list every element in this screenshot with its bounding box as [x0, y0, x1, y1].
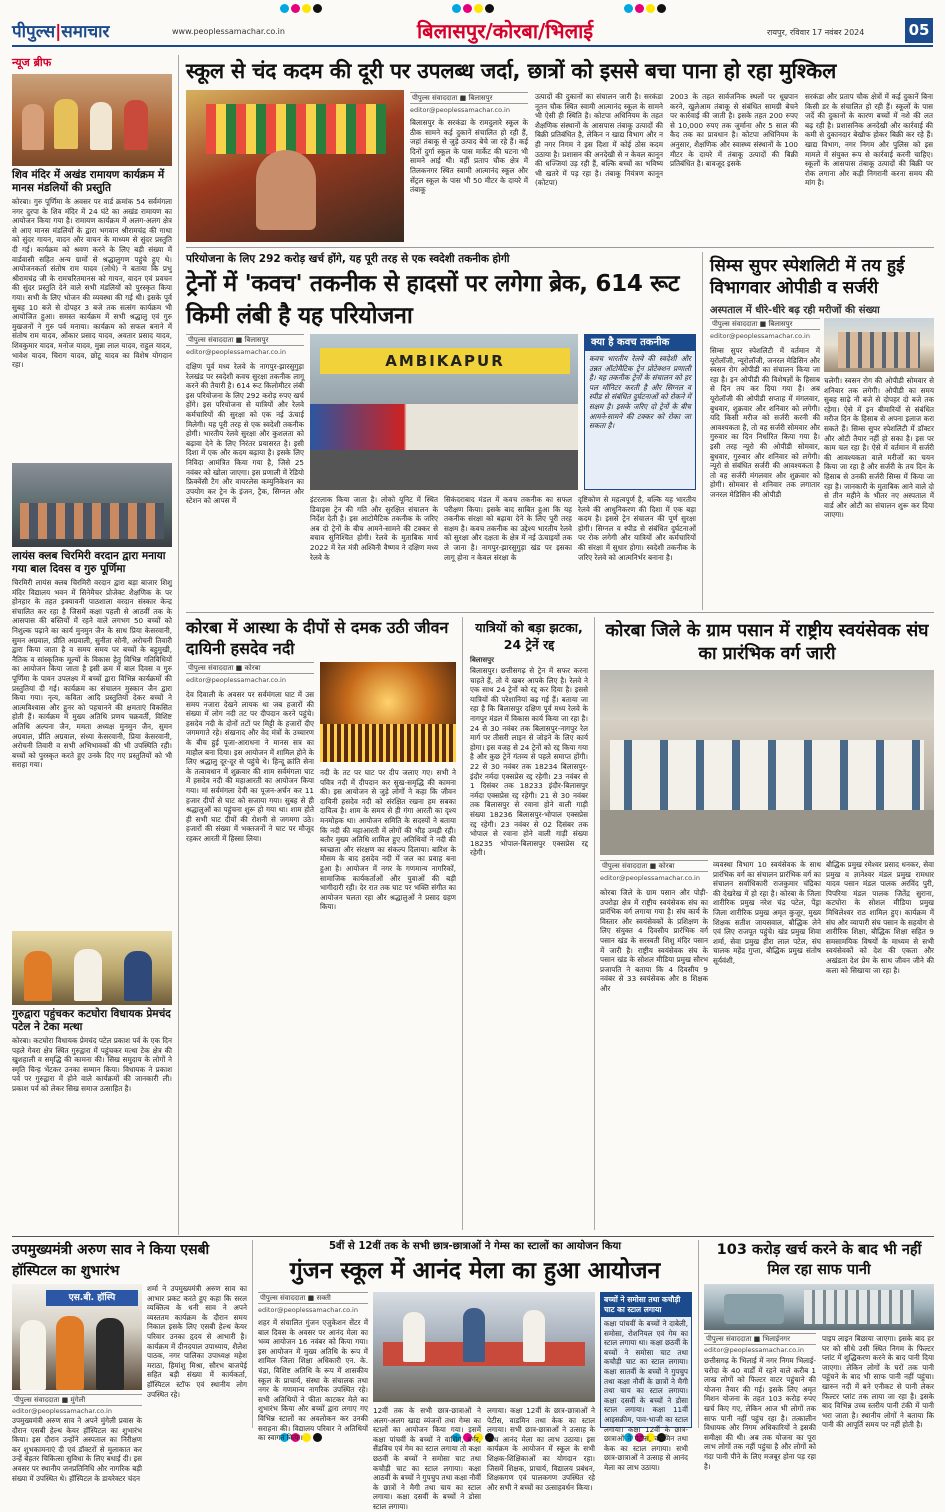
story-1-col-4: सरकंडा और प्रताप चौक क्षेत्रों में कई दुकानें बिना किसी डर के संचालित हो रही हैं। स्कूलों के पास जर्दे की दुकानों के कारण बच्चों में नशे की लत बढ़ रही है। प्रशासनिक अनदेखी और कार्रवाई की कमी से दुकानदार बेखौफ होकर बिक्री कर रहे हैं। खाद्य विभाग, नगर निगम और पुलिस को इस मामले में संयुक्त रूप से कार्रवाई करनी चाहिए। स्कूलों के आसपास तंबाकू उत्पादों की बिक्री पर रोक लगाना और कड़ी निगरानी करना समय की मांग है।	[805, 92, 933, 188]
story-9-byline: पीपुल्स संवाददाता ■ भिलाईनगर	[704, 1333, 816, 1345]
story-3-email: editor@peoplessamachar.co.in	[710, 332, 810, 340]
story-8-col-1: शहर में संचालित गुंजन एजुकेशन सेंटर में बाल दिवस के अवसर पर आनंद मेला का भव्य आयोजन 16 नवंबर को किया गया। इस आयोजन में मुख्य अतिथि के रूप में शामिल जिला शिक्षा अधिकारी एन. के. चंद्रा, विशिष्ट अतिथि के रूप में शासकीय स्कूल के प्राचार्य, संस्था के संचालक तथा नगर के गणमान्य नागरिक उपस्थित रहे। सभी अतिथियों ने फीता काटकर मेले का शुभारंभ किया और बच्चों द्वारा लगाए गए विभिन्न स्टालों का अवलोकन कर उनकी सराहना की। विद्यालय परिवार ने अतिथियों का स्वागत किया।	[258, 1318, 368, 1443]
registration-marks	[624, 4, 666, 13]
registration-marks	[280, 4, 322, 13]
story-2-email: editor@peoplessamachar.co.in	[186, 348, 286, 356]
story-1-email: editor@peoplessamachar.co.in	[410, 106, 510, 114]
story-8-email: editor@peoplessamachar.co.in	[258, 1306, 358, 1314]
story-6-col-2: व्यवस्था विभाग 10 स्वयंसेवक के साथ प्रारंभिक वर्ग का संचालन प्रारंभिक वर्ग का संचालन सर्वाधिकारी राजकुमार चंद्रिका की देखरेख में हो रहा है। कोरबा के जिला शारीरिक प्रमुख नरेश चंद्र पटेल, पेंड्रा जिला शारीरिक प्रमुख अमृत कुजूर, मुख्य शिक्षक सतीश जायसवाल, बौद्धिक लेने एवं लिए राजपूत पहुंचे। खंड प्रमुख शिवा शर्मा, सेवा प्रमुख हीरा लाल पटेल, संघ चालक महेंद्र गुप्ता, बौद्धिक प्रमुख संतोष सूर्यवंशी,	[713, 860, 821, 965]
story-3-col-2: चलेगी। स्वसन रोग की ओपीडी सोमवार से शनिवार तक लगेगी। ओपीडी का समय सुबह साढ़े नौ बजे से दोपहर दो बजे तक रहेगा। ऐसे में इन बीमारियों से संबंधित मरीज दिन के हिसाब से अपना इलाज करा सकते हैं। सिम्स सुपर स्पेशलिटी में डॉक्टर और ओटी तैयार नहीं हो सका है। इस पर काम चल रहा है। ऐसे में वर्तमान में सर्जरी की आवश्यकता वाले मरीजों का चयन किया जा रहा है और सर्जरी के तय दिन के हिसाब से उनकी सर्जरी सिम्स में किया जा रहा है। जानकारी के मुताबिक आने वाले दो से तीन महीने के भीतर नए अस्पताल में वार्ड और ओटी का संचालन शुरू कर दिया जाएगा।	[824, 376, 934, 520]
news-brief-label: न्यूज ब्रीफ	[12, 56, 52, 69]
tobacco-shop-photo	[186, 90, 404, 242]
rss-camp-photo	[600, 670, 934, 855]
story-3-byline: पीपुल्स संवाददाता ■ बिलासपुर	[710, 318, 820, 330]
brief-2-body: चिरमिरी लायंस क्लब चिरमिरी वरदान द्वारा बड़ा बाजार शिशु मंदिर विद्यालय भवन में सिनेमैचर प्रोजेक्ट शैक्षणिक के पर होनहार के तहत इक्यावनी पाठशाला वरदान संस्कार केन्द्र संचालित कर रहा है जिसमें कक्षा पहली से आठवीं तक के आसपास की बस्तियों में रहने वाले लगभग 50 बच्चों को निशुल्क पढ़ाने का कार्य मुनमुन जैन के साथ प्रिया केसरवानी, सुमन अग्रवाल, प्रीति अग्रवाली, सुनीता सोनी, अरोचनी तिवारी द्वारा किया जाता है व समय समय पर बच्चों के बहुमुखी, नैतिक व सांस्कृतिक मूल्यों के विकास हेतु विभिन्न गतिविधियों का आयोजन किया जाता है इसी क्रम में बाल दिवस व गुरु पूर्णिमा के पावन उपलक्ष्य में बच्चों द्वारा विभिन्न कार्यक्रमों की प्रस्तुतियां दी गई। कार्यक्रम का संचालन मुस्कान जैन द्वारा किया गया। नृत्य, कविता आदि प्रस्तुतियों देकर बच्चों ने आत्मविश्वास और हुनर को पहचानने की क्षमताएं विकसित होती हैं। कार्यक्रम में मुख्य अतिथि प्रणय चक्रवर्ती, विशिष्ट अतिथि अल्पना जैन, ममता अध्यक्ष मुनमुन जैन, सुमन अग्रवाल, प्रीति अग्रवाल, संध्या केसरवानी, प्रिया केसरवानी, अरोचनी तिवारी व सभी अभिभावकों की भी उपस्थिति रही। बच्चों को पुरस्कृत करते हुए उनके दिए गए प्रस्तुतियों को भी सराहा गया।	[12, 578, 172, 770]
story-9-byline-block	[704, 1333, 816, 1354]
story-7-headline: उपमुख्यमंत्री अरुण साव ने किया एसबी हॉस्पिटल का शुभारंभ	[12, 1242, 210, 1279]
kavach-box-text: कवच भारतीय रेलवे की स्वदेशी और उन्नत ऑटोमैटिक ट्रेन प्रोटेक्शन प्रणाली है। यह तकनीक ट्रेनों के संचालन को हर पल मॉनिटर करती है और सिग्नल व स्पीड से संबंधित दुर्घटनाओं को रोकने में सक्षम है। इसके जरिए दो ट्रेनों के बीच आमने-सामने की टक्कर को रोका जा सकता है।	[589, 354, 691, 431]
story-2-kicker: परियोजना के लिए 292 करोड़ खर्च होंगे, यह पूरी तरह से एक स्वदेशी तकनीक होगी	[186, 253, 510, 265]
story-8-col-3: लगाया। कक्षा 12वीं के छात्र-छात्राओं ने पेटीस, वाडमिन तथा केक का स्टाल लगाया। सभी छात्र-छात्राओं ने उत्साह के साथ आनंद मेला का लाभ उठाया। इस कार्यक्रम के आयोजन में स्कूल के सभी शिक्षक-शिक्षिकाओं का योगदान रहा। जिसमें शिक्षक, प्राचार्य, विद्यालय प्रबंधन, शिक्षकगण एवं पालकगण उपस्थित रहे और सभी ने बच्चों का उत्साहवर्धन किया।	[487, 1406, 595, 1492]
brand-logo: पीपुल्स|समाचार	[12, 22, 110, 42]
story-7-col-1: उपमुख्यमंत्री अरुण साव ने अपने मुंगेली प्रवास के दौरान एसबी हेल्थ केयर हॉस्पिटल का शुभारंभ किया। इस दौरान उन्होंने अस्पताल का निरीक्षण कर शुभकामनाएं दी एवं डॉक्टरों से मुलाकात कर उन्हें बेहतर चिकित्सा सुविधा के लिए बधाई दी। इस अवसर पर स्थानीय जनप्रतिनिधि और नागरिक बड़ी संख्या में उपस्थित थे। हॉस्पिटल के डायरेक्टर चंदन	[12, 1416, 142, 1483]
kavach-box-title: क्या है कवच तकनीक	[585, 335, 695, 351]
story-8-headline: गुंजन स्कूल में आनंद मेला का हुआ आयोजन	[289, 1258, 661, 1284]
story-1-byline-block	[410, 92, 528, 243]
story-9-email: editor@peoplessamachar.co.in	[704, 1346, 804, 1354]
railway-station-photo	[310, 334, 578, 490]
story-9-headline: 103 करोड़ खर्च करने के बाद भी नहीं मिल रहा साफ पानी	[716, 1242, 922, 1278]
story-6-email: editor@peoplessamachar.co.in	[600, 874, 700, 882]
story-1-col-2: उत्पादों की दुकानों का संचालन जारी है। सरकंडा नूतन चौक स्थित स्वामी आत्मानंद स्कूल के सामने भी ऐसी ही स्थिति है। कोटपा अधिनियम के तहत शैक्षणिक संस्थानों के आसपास तंबाकू उत्पादों की बिक्री प्रतिबंधित है, लेकिन न खाद्य विभाग और न ही नगर निगम ने इस दिशा में कोई ठोस कदम उठाया है। प्रशासन की अनदेखी से न केवल कानून की धज्जियां उड़ रही हैं, बल्कि बच्चों का भविष्य भी खतरे में पड़ रहा है। तंबाकू नियंत्रण कानून (कोटपा)	[535, 92, 663, 188]
story-2-col-1: दक्षिण पूर्व मध्य रेलवे के नागपुर-झारसुगुड़ा रेलखंड पर स्वदेशी कवच सुरक्षा तकनीक लागू करने की तैयारी है। 614 रूट किलोमीटर लंबी इस परियोजना के लिए 292 करोड़ रुपए खर्च होंगे। इस परियोजना से यात्रियों और रेलवे कर्मचारियों की सुरक्षा को एक नई ऊंचाई मिलेगी। यह पूरी तरह से एक स्वदेशी तकनीक होगी। भारतीय रेलवे सुरक्षा और कुशलता को बढ़ावा देने के लिए निरंतर प्रयासरत है। इसी दिशा में एक और कदम बढ़ाया है। इसके लिए निविदा आमंत्रित किया गया है, जिसे 25 नवंबर को खोला जाएगा। इस प्रणाली में रेडियो फ्रिक्वेंसी टैग और वायरलेस कम्युनिकेशन का उपयोग कर ट्रेन के इंजन, ट्रैक, सिग्नल और स्टेशन को आपस में	[186, 362, 304, 506]
story-4-headline: कोरबा में आस्था के दीपों से दमक उठी जीवन दायिनी हसदेव नदी	[186, 618, 449, 658]
story-3-byline-block	[710, 318, 820, 340]
story-8-byline: पीपुल्स संवाददाता ■ सक्ती	[258, 1292, 368, 1304]
hospital-inauguration-photo	[12, 1284, 142, 1390]
hasdev-diyas-photo	[320, 662, 456, 762]
story-5-body: बिलासपुर। छत्तीसगढ़ से ट्रेन में सफर करना चाहते हैं, तो ये खबर आपके लिए है। रेलवे ने एक साथ 24 ट्रेनों को रद्द कर दिया है। इससे यात्रियों की परेशानियां बढ़ गई हैं। बताया जा रहा है कि बिलासपुर दक्षिण पूर्व मध्य रेलवे के नागपुर मंडल में विकास कार्य किया जा रहा है। 24 से 30 नवंबर तक बिलासपुर-नागपुर रेल मार्ग पर तीसरी लाइन से जोड़ने के लिए कार्य होगा। इस वजह से 24 ट्रेनों को रद्द किया गया है और कुछ ट्रेनें गंतव्य से पहले समाप्त होंगी। 22 से 30 नवंबर तक 18234 बिलासपुर-इंदौर नर्मदा एक्सप्रेस रद्द रहेगी। 23 नवंबर से 1 दिसंबर तक 18233 इंदौर-बिलासपुर नर्मदा एक्सप्रेस रद्द रहेगी। 21 से 30 नवंबर तक बिलासपुर से रवाना होने वाली गाड़ी संख्या 18236 बिलासपुर-भोपाल एक्सप्रेस रद्द रहेगी। 23 नवंबर से 02 दिसंबर तक भोपाल से रवाना होने वाली गाड़ी संख्या 18235 भोपाल-बिलासपुर एक्सप्रेस रद्द रहेगी।	[470, 666, 588, 858]
anand-mela-photo	[373, 1292, 595, 1402]
story-2-byline: पीपुल्स संवाददाता ■ बिलासपुर	[186, 334, 304, 346]
brief-3-title: गुरुद्वारा पहुंचकर कटघोरा विधायक प्रेमचंद पटेल ने टेका मत्था	[12, 1008, 171, 1033]
story-5-dateline: बिलासपुर	[470, 656, 494, 664]
hospital-photo	[824, 318, 934, 372]
website: www.peoplessamachar.co.in	[172, 27, 285, 36]
brief-1-title: शिव मंदिर में अखंड रामायण कार्यक्रम में मानस मंडलियों की प्रस्तुति	[12, 169, 165, 194]
water-plant-photo	[704, 1284, 934, 1330]
station-sign: AMBIKAPUR	[320, 348, 570, 374]
page-number: 05	[905, 18, 933, 43]
lions-club-photo	[12, 463, 172, 547]
story-8-byline-block	[258, 1292, 368, 1314]
top-color-strip	[0, 1, 945, 15]
brief-3-body: कोरबा। कटघोरा विधायक प्रेमचंद पटेल प्रकाश पर्व के एक दिन पहले गेवरा क्षेत्र स्थित गुरुद्वारा में पहुंचकर मत्था टेक क्षेत्र की खुशहाली व समृद्धि की कामना की। सिख समुदाय के लोगों ने स्मृति चिन्ह भेंटकर उनका सम्मान किया। विधायक ने प्रकाश पर्व पर गुरुद्वारा में होने वाले कार्यक्रमों की जानकारी ली। प्रकाश पर्व को लेकर सिख समाज उत्साहित है।	[12, 1036, 172, 1093]
story-3-headline: सिम्स सुपर स्पेशलिटी में तय हुई विभागवार ओपीडी व सर्जरी	[710, 256, 905, 298]
story-6-col-3: बौद्धिक प्रमुख रमेश्वर प्रसाद धनकर, सेवा प्रमुख व ज्ञानेश्वर मंडल प्रमुख रामधार यादव पसान मंडल पालक अरविंद पुरी, पिपरिया मंडल पालक जितेंद्र सुराना, कटघोरा के सोशल मीडिया प्रमुख मिथिलेश्वर राठ शामिल हुए। कार्यक्रम में संघ और व्यापारी संघ पसान के सहयोग से शारीरिक शिक्षा, बौद्धिक शिक्षा सहित 9 समसामयिक विषयों के माध्यम से सभी स्वयंसेवकों को देश की एकता और अखंडता देश प्रेम के साथ जीवन जीने की कला को सिखाया जा रहा है।	[826, 860, 934, 975]
story-6-byline: पीपुल्स संवाददाता ■ कोरबा	[600, 860, 708, 872]
story-9-col-1: छत्तीसगढ़ के भिलाई में नगर निगम भिलाई-चरोदा के 40 वार्डों में रहने वाले करीब 1 लाख लोगों को फिल्टर वाटर पहुंचाने की योजना तैयार की गई। इसके लिए अमृत मिशन योजना के तहत 103 करोड़ रुपए खर्च किए गए, लेकिन आज भी लोगों तक साफ पानी नहीं पहुंच रहा है। तत्कालीन विधायक और निगम अधिकारियों ने इसकी समीक्षा की थी। अब तक योजना का पूरा लाभ लोगों तक नहीं पहुंचा है और लोगों को गंदा पानी पीने के लिए मजबूर होना पड़ रहा है।	[704, 1356, 816, 1471]
hospital-banner: एस.बी. हॉस्पि	[46, 1290, 138, 1306]
story-7-byline: पीपुल्स संवाददाता ■ मुंगेली	[12, 1394, 142, 1406]
story-4-byline-block	[186, 662, 314, 684]
brief-2-title: लायंस क्लब चिरमिरी वरदान द्वारा मनाया गया बाल दिवस व गुरु पूर्णिमा	[12, 550, 166, 575]
story-6-byline-block	[600, 860, 708, 882]
ramayan-photo	[12, 74, 172, 166]
story-1-col-3: 2003 के तहत सार्वजनिक स्थलों पर धूम्रपान करने, खुलेआम तंबाकू से संबंधित सामग्री बेचने पर कार्रवाई की जाती है। इसके तहत 200 रुपए से 10,000 रुपए तक जुर्माना और 5 साल की कैद तक का प्रावधान है। कोटपा अधिनियम के अनुसार, शैक्षणिक और स्वास्थ्य संस्थानों के 100 मीटर के दायरे में तंबाकू उत्पादों की बिक्री प्रतिबंधित है। बावजूद इसके	[670, 92, 798, 169]
story-6-headline: कोरबा जिले के ग्राम पसान में राष्ट्रीय स्वयंसेवक संघ का प्रारंभिक वर्ग जारी	[605, 621, 929, 664]
mela-box-text: कक्षा पांचवीं के बच्चों ने दाबेली, समोसा, रोशनियल एवं गेम का स्टाल लगाया था। कक्षा छठवीं के बच्चों ने समोसा चाट तथा कचौड़ी चाट का स्टाल लगाया। कक्षा सातवीं के बच्चों ने गुपचुप तथा कक्षा नौवीं के छात्रों ने मैगी तथा चाय का स्टाल लगाया। कक्षा दसवीं के बच्चों ने डोसा स्टाल लगाया। कक्षा 11वीं आइसक्रीम, पाव-भाजी का स्टाल लगाया। कक्षा 12वीं के छात्र-छात्राओं ने पेटीस, वाडमिन तथा केक का स्टाल लगाया। सभी छात्र-छात्राओं ने उत्साह से आनंद मेला का लाभ उठाया।	[604, 1319, 688, 1472]
story-2-col-4: दृष्टिकोण से महत्वपूर्ण है, बल्कि यह भारतीय रेलवे की आधुनिकरण की दिशा में एक बड़ा कदम है। इससे ट्रेन संचालन की पूर्ण सुरक्षा होगी। सिग्नल व स्पीड से संबंधित दुर्घटनाओं पर रोक लगेगी और यात्रियों और कर्मचारियों की संरक्षा में सुधार होगा। स्वदेशी तकनीक के जरिए रेलवे को आत्मनिर्भर बनाना है।	[578, 495, 696, 562]
issue-date: रायपुर, रविवार 17 नवंबर 2024	[767, 28, 865, 37]
story-2-headline: ट्रेनों में 'कवच' तकनीक से हादसों पर लगेगा ब्रेक, 614 रूट किमी लंबी है यह परियोजना	[186, 271, 680, 329]
edition-title: बिलासपुर/कोरबा/भिलाई	[417, 19, 594, 43]
story-3-col-1: सिम्स सुपर स्पेशलिटी में वर्तमान में यूरोलॉजी, न्यूरोलॉजी, जनरल मेडिसिन और स्वसन रोग ओपीडी का संचालन किया जा रहा है। इन ओपीडी की विशेषज्ञों के हिसाब से दिन तय कर दिया गया है। अब यूरोलॉजी की ओपीडी सप्ताह में मंगलवार, बुधवार, शुक्रवार और शनिवार को लगेगी। यदि किसी मरीज को सर्जरी करनी की आवश्यकता है, तो वह सर्जरी सोमवार और गुरुवार का दिन निर्धारित किया गया है। इसी तरह न्यूरो की ओपीडी सोमवार, बुधवार, गुरुवार और शनिवार को लगेगी। न्यूरो से संबंधित सर्जरी की आवश्यकता है तो वह सर्जरी मंगलवार और शुक्रवार को होगी। सोमवार से शनिवार तक लगातार जनरल मेडिसिन की ओपीडी	[710, 346, 820, 499]
story-9-col-2: पाइप लाइन बिछाया जाएगा। इसके बाद हर घर को सीधे उसी स्थित निगम के फिल्टर प्लांट में शुद्धिकरण करने के बाद पानी दिया जाएगा। लेकिन लोगों के घरों तक पानी पहुंचने के बाद भी साफ पानी नहीं पहुंचा। खारुन नदी में बने एनीकट से पानी लेकर फिल्टर प्लांट तक लाया जा रहा है। इसके बाद विभिन्न उच्च स्तरीय पानी टंकी में पानी भरा जाता है। स्थानीय लोगों ने बताया कि पानी की आपूर्ति समय पर नहीं होती है।	[822, 1334, 934, 1430]
brief-1-body: कोरबा। गुरु पूर्णिमा के अवसर पर वार्ड क्रमांक 54 सर्वमंगला नगर दुरपा के शिव मंदिर में 24 घंटे का अखंड रामायण का आयोजन किया गया है। रामायण कार्यक्रम में अलग-अलग क्षेत्र से आए मानस मंडलियों के द्वारा भगवान श्रीरामचंद्र की गाथा को सुंदर गायन, वादन और वाचन के माध्यम से सुंदर प्रस्तुति दी गई। कार्यक्रम को श्रवण करने के लिए बड़ी संख्या में वार्डवासी सहित अन्य ग्रामों से श्रद्धालुगण पहुंचे हुए थे। आयोजनकर्ता संतोष राम यादव (लोधे) ने बताया कि प्रभु श्रीरामचंद्र जी के रामचरितमानस को गायन, वादन एवं प्रवचन की सुंदर प्रस्तुति देने वाले सभी मंडलियों को पुरस्कृत किया गया। सभी के लिए भोजन की व्यवस्था की गई थी। इसके पूर्व सुबह 10 बजे से दोपहर 3 बजे तक सत्संग कार्यक्रम भी आयोजित हुआ। समस्त कार्यक्रम में सभी श्रद्धालु एवं गुरु मुखजनों ने गुरु पर्व मनाया। कार्यक्रम को सफल बनाने में संतोष राम यादव, ओंकार प्रसाद यादव, अवतार प्रसाद यादव, शिवकुमार यादव, मनोज यादव, मुन्ना लाल यादव, राहुल यादव, भावेश यादव, चिराग यादव, छोटू यादव का विशेष योगदान रहा।	[12, 197, 172, 370]
masthead	[12, 17, 933, 47]
story-4-email: editor@peoplessamachar.co.in	[186, 676, 286, 684]
story-7-byline-block	[12, 1394, 142, 1415]
mela-stall-box	[600, 1292, 692, 1472]
gurudwara-photo	[12, 931, 172, 1005]
story-8-col-2: 12वीं तक के सभी छात्र-छात्राओं ने अलग-अलग खाद्य व्यंजनों तथा गेम्स का स्टालों का आयोजन किया गया। इसमें कक्षा पांचवीं के बच्चों ने वाशिंग, बर्गर, सैंडविच एवं गेम का स्टाल लगाया तो कक्षा छठवीं के बच्चों ने समोसा चाट तथा कचौड़ी चाट का स्टाल लगाया। कक्षा आठवीं के बच्चों ने गुपचुप तथा कक्षा नौवीं के छात्रों ने मैगी तथा चाय का स्टाल लगाया। कक्षा दसवीं के बच्चों ने डोसा स्टाल लगाया।	[373, 1406, 481, 1511]
story-7-col-2: शर्मा ने उपमुख्यमंत्री अरुण साव का आभार प्रकट करते हुए कहा कि सरल व्यक्तित्व के धनी साव ने अपने व्यस्ततम कार्यक्रम के दौरान समय निकाल इसके लिए एसबी हेल्थ केयर परिवार उनका हृदय से आभारी है। कार्यक्रम में दीनदयाल उपाध्याय, शैलेश पाठक, नगर पालिका उपाध्यक्ष महेश मराठा, हिमांशु मिश्रा, सौरभ बाजपेई सहित बड़ी संख्या में कार्यकर्ता, हॉस्पिटल स्टॉफ एवं स्थानीय लोग उपस्थित रहे।	[147, 1284, 247, 1399]
story-2-col-3: सिकंदराबाद मंडल में कवच तकनीक का सफल परीक्षण किया। इसके बाद साबित हुआ कि यह तकनीक संरक्षा को बढ़ावा देने के लिए पूरी तरह सक्षम है। कवच तकनीक का उद्देश्य भारतीय रेलवे को सुरक्षा और दक्षता के क्षेत्र में नई ऊंचाइयों तक ले जाना है। नागपुर-झारसुगुड़ा खंड पर इसका लागू होना न केवल संरक्षा के	[444, 495, 572, 562]
mela-box-title: बच्चों ने समोसा तथा कचौड़ी चाट का स्टाल लगाया	[601, 1293, 691, 1317]
story-2-col-2: इंटरलाक किया जाता है। लोको यूनिट में स्थित डिवाइस ट्रेन की गति और सुरक्षित संचालन के निर्देश देती है। इस आटोमैटिक तकनीक के जरिए अब दो ट्रेनों के बीच आमने-सामने की टक्कर से बचाव सुनिश्चित होगी। रेलवे के मुताबिक मार्च 2022 में रेल मंत्री अश्विनी वैष्णव ने दक्षिण मध्य रेलवे के	[310, 495, 438, 562]
story-1-headline: स्कूल से चंद कदम की दूरी पर उपलब्ध जर्दा, छात्रों को इससे बचा पाना हो रहा मुश्किल	[186, 59, 837, 83]
story-7-email: editor@peoplessamachar.co.in	[12, 1407, 112, 1415]
story-4-col-1: देव दिवाली के अवसर पर सर्वमंगला घाट में उस समय नजारा देखने लायक था जब हजारों की संख्या में लोग नदी तट पर दीपदान करने पहुंचे। हसदेव नदी के दोनों तटों पर मिट्टी के हजारों दीए जगमगाते रहे। संखनाद और वेद मंत्रों के उच्चारण के बीच हुई पूजा-आराधना ने मानस सत्र का माहौल बना दिया। इस आयोजन में शामिल होने के लिए श्रद्धालु दूर-दूर से पहुंचे थे। हिन्दू क्रांति सेना के तत्वावधान में शुक्रवार की शाम सर्वमंगला घाट में हसदेव नदी की महाआरती का आयोजन किया गया। मां सर्वमंगला देवी का पूजन-अर्चन कर 11 हजार दीपों से घाट को सजाया गया। सुबह से ही श्रद्धालुओं का पहुंचना शुरू हो गया था। शाम होते ही सभी घाट दीयों की रोशनी से जगमगा उठे। हजारों की संख्या में भक्तजनों ने घाट पर मौजूद रहकर आरती में हिस्सा लिया।	[186, 690, 314, 843]
story-4-col-2: नदी के तट पर घाट पर दीप जलाए गए। सभी ने पवित्र नदी में दीपदान कर सुख-समृद्धि की कामना की। इस आयोजन से जुड़े लोगों ने कहा कि जीवन दायिनी हसदेव नदी को संरक्षित रखना हम सबका दायित्व है। शाम के समय से ही गंगा आरती का दृश्य मनमोहक था। आयोजन समिति के सदस्यों ने बताया कि नदी की महाआरती में लोगों की भीड़ उमड़ी रही। बतौर मुख्य अतिथि शामिल हुए अतिथियों ने नदी की स्वच्छता और संरक्षण का संकल्प दिलाया। बारिश के मौसम के बाद हसदेव नदी में जल का प्रवाह बना हुआ है। आयोजन में नगर के गणमान्य नागरिकों, सामाजिक कार्यकर्ताओं और युवाओं की बड़ी भागीदारी रही। देर रात तक घाट पर भक्ति संगीत का आयोजन चलता रहा और श्रद्धालुओं ने प्रसाद ग्रहण किया।	[320, 768, 456, 912]
story-4-byline: पीपुल्स संवाददाता ■ कोरबा	[186, 662, 314, 674]
kavach-info-box	[584, 334, 696, 490]
story-8-kicker: 5वीं से 12वीं तक के सभी छात्र-छात्राओं ने गेम्स का स्टालों का आयोजन किया	[328, 1241, 622, 1252]
story-5-headline: यात्रियों को बड़ा झटका, 24 ट्रेनें रद्द	[475, 620, 583, 652]
story-2-byline-block	[186, 334, 304, 356]
registration-marks	[452, 4, 494, 13]
story-6-col-1: कोरबा जिले के ग्राम पसान और पोड़ी-उपरोड़ा क्षेत्र में राष्ट्रीय स्वयंसेवक संघ का प्रारंभिक वर्ग लगाया गया है। संघ कार्य के विस्तार और स्वयंसेवकों के प्रशिक्षण के लिए संयुक्त 4 दिवसीय प्रारंभिक वर्ग पसान खंड के सरस्वती शिशु मंदिर पसान में जारी है। राष्ट्रीय स्वयंसेवक संघ के पसान खंड के सोशल मीडिया प्रमुख सौरभ प्रजापति ने बताया कि 4 दिवसीय 9 नवंबर से 33 स्वयंसेवक और 8 शिक्षक और	[600, 888, 708, 993]
story-3-subhead: अस्पताल में धीरे-धीरे बढ़ रही मरीजों की संख्या	[710, 305, 880, 316]
story-1-col-1: बिलासपुर के सरकंडा के रामदुलारे स्कूल के ठीक सामने कई दुकानें संचालित हो रही हैं, जहां तंबाकू से जुड़े उत्पाद बेचे जा रहे हैं। कई दिनों दुर्गा स्कूल के पास मार्केट की घटना भी सामने आई थी। वहीं प्रताप चौक क्षेत्र में तिलकनगर स्थित स्वामी आत्मानंद स्कूल और सेंट्रल स्कूल के पास भी 50 मीटर के दायरे में तंबाकू	[410, 118, 528, 195]
news-brief-column	[12, 55, 172, 1238]
story-1-byline: पीपुल्स संवाददाता ■ बिलासपुर	[410, 92, 528, 104]
